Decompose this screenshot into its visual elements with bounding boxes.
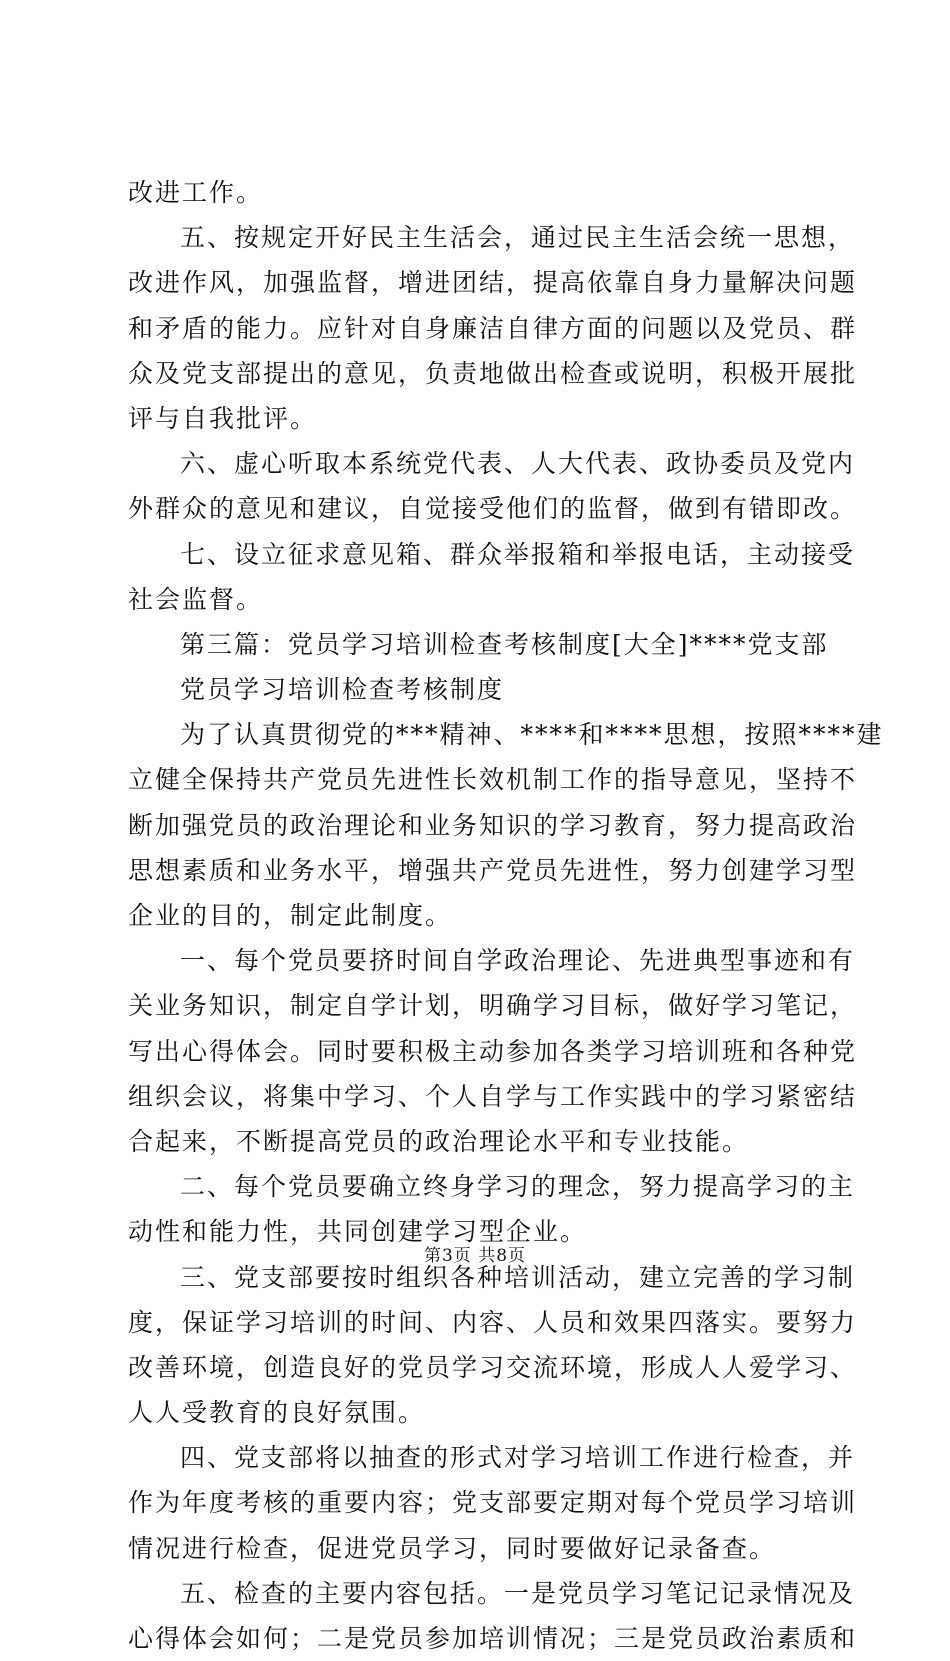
text-line: 改善环境，创造良好的党员学习交流环境，形成人人爱学习、	[128, 1352, 858, 1382]
text-line: 改进作风，加强监督，增进团结，提高依靠自身力量解决问题	[128, 268, 858, 298]
text-line: 第三篇：党员学习培训检查考核制度[大全]****党支部	[180, 629, 829, 659]
text-line: 外群众的意见和建议，自觉接受他们的监督，做到有错即改。	[128, 494, 858, 524]
text-line: 为了认真贯彻党的***精神、****和****思想，按照****建	[180, 720, 884, 750]
text-line: 众及党支部提出的意见，负责地做出检查或说明，积极开展批	[128, 358, 858, 388]
text-line: 评与自我批评。	[128, 403, 318, 433]
page-footer: 第3页 共8页	[423, 1246, 527, 1266]
text-line: 企业的目的，制定此制度。	[128, 901, 453, 930]
text-line: 情况进行检查，促进党员学习，同时要做好记录备查。	[128, 1533, 777, 1563]
text-line: 六、虚心听取本系统党代表、人大代表、政协委员及党内	[180, 449, 856, 479]
text-line: 和矛盾的能力。应针对自身廉洁自律方面的问题以及党员、群	[128, 313, 858, 343]
document-body	[128, 170, 884, 1661]
text-line: 组织会议，将集中学习、个人自学与工作实践中的学习紧密结	[128, 1081, 858, 1111]
text-line: 动性和能力性，共同创建学习型企业。	[128, 1217, 588, 1247]
text-line: 社会监督。	[128, 584, 264, 614]
text-line: 立健全保持共产党员先进性长效机制工作的指导意见，坚持不	[128, 765, 858, 795]
text-line: 度，保证学习培训的时间、内容、人员和效果四落实。要努力	[128, 1307, 858, 1337]
text-line: 改进工作。	[128, 178, 264, 207]
text-line: 断加强党员的政治理论和业务知识的学习教育，努力提高政治	[128, 810, 858, 840]
text-line: 三、党支部要按时组织各种培训活动，建立完善的学习制	[180, 1262, 856, 1292]
text-line: 思想素质和业务水平，增强共产党员先进性，努力创建学习型	[128, 855, 858, 885]
text-line: 作为年度考核的重要内容；党支部要定期对每个党员学习培训	[128, 1488, 858, 1518]
text-line: 一、每个党员要挤时间自学政治理论、先进典型事迹和有	[180, 946, 856, 976]
text-line: 五、按规定开好民主生活会，通过民主生活会统一思想，	[180, 223, 856, 253]
text-line: 五、检查的主要内容包括。一是党员学习笔记记录情况及	[180, 1578, 856, 1608]
text-line: 四、党支部将以抽查的形式对学习培训工作进行检查，并	[180, 1443, 856, 1473]
text-line: 写出心得体会。同时要积极主动参加各类学习培训班和各种党	[128, 1036, 858, 1066]
text-line: 心得体会如何；二是党员参加培训情况；三是党员政治素质和	[128, 1624, 858, 1653]
text-line: 合起来，不断提高党员的政治理论水平和专业技能。	[128, 1126, 750, 1156]
text-line: 关业务知识，制定自学计划，明确学习目标，做好学习笔记，	[128, 991, 858, 1021]
text-line: 人人受教育的良好氛围。	[128, 1398, 426, 1428]
text-line: 七、设立征求意见箱、群众举报箱和举报电话，主动接受	[180, 539, 856, 569]
text-line: 二、每个党员要确立终身学习的理念，努力提高学习的主	[180, 1172, 856, 1202]
text-line: 党员学习培训检查考核制度	[180, 675, 505, 705]
